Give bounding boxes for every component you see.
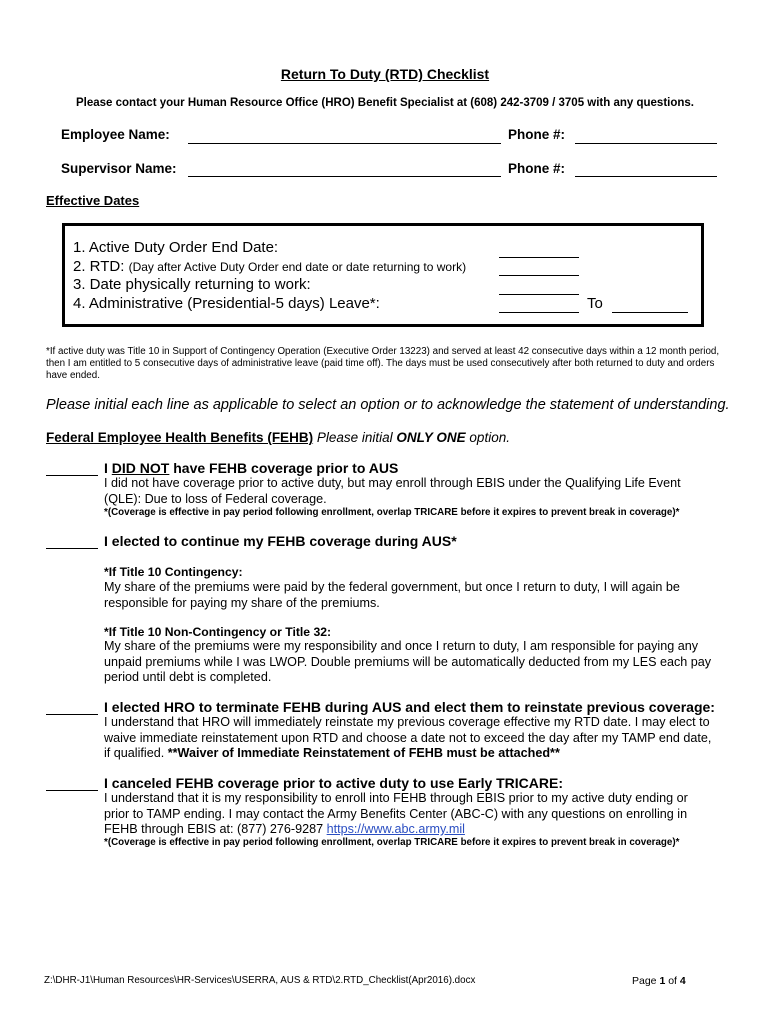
contact-line: Please contact your Human Resource Office (HRO) Benefit Specialist at (608) 242-3709 / 3705 with any questions. <box>75 97 694 109</box>
supervisor-phone-label: Phone #: <box>508 161 566 176</box>
date-line-2-label <box>73 258 466 275</box>
opt1-title-post: have FEHB coverage prior to AUS <box>173 460 399 476</box>
opt4-body-text: I understand that it is my responsibility to enroll into FEHB through EBIS prior to my active duty ending or prior to TAMP ending. I may contact the Army Benefits Center (ABC-C) with any questions on enrolling in FEHB through EBIS at: (877) 276-9287 <box>104 791 688 836</box>
instruction-text: Please initial each line as applicable to select an option or to acknowledge the statement of understanding. <box>46 397 730 413</box>
admin-leave-footnote: *If active duty was Title 10 in Support of Contingency Operation (Executive Order 13223) and served at least 42 consecutive days within a 12 month period, then I am entitled to 5 consecutive days of administrative leave (paid time off). The days must be used consecutively after both returned to duty and orders have ended. <box>46 346 720 381</box>
footer-file-path: Z:\DHR-J1\Human Resources\HR-Services\USERRA, AUS & RTD\2.RTD_Checklist(Apr2016).docx <box>44 975 476 986</box>
page-total: 4 <box>679 975 686 987</box>
rtd-date-field[interactable] <box>499 275 579 276</box>
abc-army-link[interactable]: https://www.abc.army.mil <box>326 822 465 836</box>
date-line-3-label: 3. Date physically returning to work: <box>73 276 311 293</box>
employee-phone-label: Phone #: <box>508 127 566 142</box>
date-line-4-label: 4. Administrative (Presidential-5 days) Leave*: <box>73 295 380 312</box>
rtd-note: (Day after Active Duty Order end date or date returning to work) <box>128 260 467 274</box>
opt3-title: I elected HRO to terminate FEHB during AUS and elect them to reinstate previous coverage: <box>104 699 715 715</box>
supervisor-name-field[interactable] <box>188 176 501 177</box>
active-duty-end-date-field[interactable] <box>499 257 579 258</box>
opt3-body-text: I understand that HRO will immediately reinstate my previous coverage effective my RTD date. I may elect to waive immediate reinstatement upon RTD and choose a date not to exceed the day after my TAMP end date, if qualified. <box>104 715 712 760</box>
opt1-title <box>104 460 398 476</box>
fehb-heading-only: ONLY ONE <box>396 430 466 445</box>
admin-leave-start-field[interactable] <box>499 312 579 313</box>
fehb-heading-pre: Please initial <box>316 430 393 445</box>
opt1-initial-field[interactable] <box>46 475 98 476</box>
admin-leave-end-field[interactable] <box>612 312 688 313</box>
employee-phone-field[interactable] <box>575 143 717 144</box>
fehb-heading-post: option. <box>469 430 510 445</box>
return-to-work-date-field[interactable] <box>499 294 579 295</box>
opt2-body1: My share of the premiums were paid by the federal government, but once I return to duty, I will again be responsible for paying my share of the premiums. <box>104 580 680 610</box>
opt2-sub2: *If Title 10 Non-Contingency or Title 32: <box>104 625 332 639</box>
opt2-initial-field[interactable] <box>46 548 98 549</box>
fehb-heading <box>46 430 510 445</box>
opt1-note: *(Coverage is effective in pay period following enrollment, overlap TRICARE before it expires to prevent break in coverage)* <box>104 507 680 518</box>
supervisor-name-label: Supervisor Name: <box>61 161 177 176</box>
opt4-title: I canceled FEHB coverage prior to active duty to use Early TRICARE: <box>104 775 564 791</box>
opt2-sub1: *If Title 10 Contingency: <box>104 565 243 579</box>
opt3-initial-field[interactable] <box>46 714 98 715</box>
opt4-initial-field[interactable] <box>46 790 98 791</box>
employee-name-field[interactable] <box>188 143 501 144</box>
opt3-body-bold: **Waiver of Immediate Reinstatement of FEHB must be attached** <box>167 746 560 760</box>
to-label: To <box>587 295 603 312</box>
page-title: Return To Duty (RTD) Checklist <box>280 66 490 82</box>
opt4-body <box>104 791 714 838</box>
fehb-heading-title: Federal Employee Health Benefits (FEHB) <box>46 430 314 445</box>
employee-name-label: Employee Name: <box>61 127 170 142</box>
effective-dates-heading: Effective Dates <box>46 193 140 208</box>
footer-page-number <box>632 975 686 987</box>
opt2-body2: My share of the premiums were my responsibility and once I return to duty, I am responsible for paying any unpaid premiums while I was LWOP. Double premiums will be automatically deducted from my LES each pay period until debt is completed. <box>104 639 712 684</box>
opt3-body <box>104 715 714 762</box>
opt4-note: *(Coverage is effective in pay period following enrollment, overlap TRICARE before it expires to prevent break in coverage)* <box>104 837 680 848</box>
opt1-title-emph: DID NOT <box>111 460 170 476</box>
page-current: 1 <box>659 975 666 987</box>
page-label: Page <box>632 975 657 987</box>
opt1-title-pre: I <box>104 460 108 476</box>
date-line-1-label: 1. Active Duty Order End Date: <box>73 239 279 256</box>
opt1-body: I did not have coverage prior to active duty, but may enroll through EBIS under the Qualifying Life Event (QLE): Due to loss of Federal coverage. <box>104 476 681 506</box>
rtd-label: 2. RTD: <box>73 258 125 275</box>
page-of: of <box>668 975 677 987</box>
opt2-title: I elected to continue my FEHB coverage during AUS* <box>104 533 457 549</box>
supervisor-phone-field[interactable] <box>575 176 717 177</box>
